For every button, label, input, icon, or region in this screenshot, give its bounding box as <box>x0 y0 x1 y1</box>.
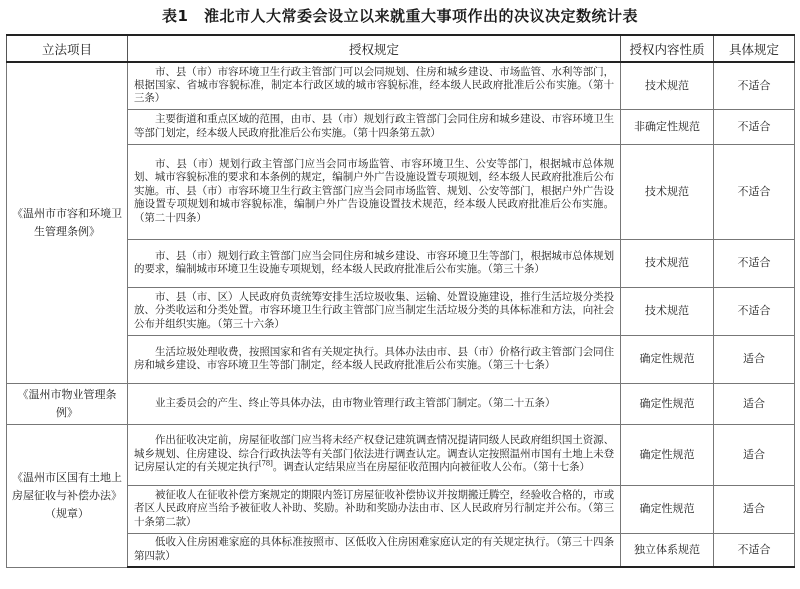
authorization-cell: 主要街道和重点区域的范围，由市、县（市）规划行政主管部门会同住房和城乡建设、市容环境卫生等部门划定，经本级人民政府批准后公布实施。（第十四条第五款） <box>128 109 621 144</box>
specific-cell: 适合 <box>714 485 795 533</box>
nature-cell: 独立体系规范 <box>621 533 714 567</box>
nature-cell: 确定性规范 <box>621 335 714 383</box>
header-nature: 授权内容性质 <box>621 35 714 62</box>
specific-cell: 不适合 <box>714 239 795 287</box>
specific-cell: 适合 <box>714 335 795 383</box>
authorization-cell: 生活垃圾处理收费，按照国家和省有关规定执行。具体办法由市、县（市）价格行政主管部门会同住房和城乡建设、市容环境卫生等部门制定，经本级人民政府批准后公布实施。（第三十七条） <box>128 335 621 383</box>
project-cell: 《温州市物业管理条例》 <box>7 383 128 424</box>
nature-cell: 确定性规范 <box>621 485 714 533</box>
authorization-text: 作出征收决定前，房屋征收部门应当将未经产权登记建筑调查情况提请同级人民政府组织国土资源、城乡规划、住房建设、综合行政执法等有关部门依法进行调查认定。调查认定按照温州市国有土地上未登记房屋认定的有关规定执行 <box>134 434 614 474</box>
specific-cell: 不适合 <box>714 109 795 144</box>
authorization-cell: 市、县（市）规划行政主管部门应当会同市场监管、市容环境卫生、公安等部门，根据城市总体规划、城市容貌标准的要求和本条例的规定，编制户外广告设施设置专项规划，经本级人民政府批准后公布实施。市、县（市）市容环境卫生行政主管部门应当会同市场监管、规划、公安等部门，根据户外广告设施设置专项规划和城市容貌标准，编制户外广告设施设置技术规范，经本级人民政府批准后公布实施。（第二十四条） <box>128 144 621 239</box>
table-title: 表1 淮北市人大常委会设立以来就重大事项作出的决议决定数统计表 <box>162 7 638 25</box>
authorization-cell <box>128 424 621 485</box>
specific-cell: 不适合 <box>714 287 795 335</box>
nature-cell: 确定性规范 <box>621 424 714 485</box>
table-row <box>7 62 795 109</box>
authorization-cell: 市、县（市、区）人民政府负责统筹安排生活垃圾收集、运输、处置设施建设，推行生活垃圾分类投放、分类收运和分类处置。市容环境卫生行政主管部门应当制定生活垃圾分类的具体标准和方法，向社会公布并组织实施。（第三十六条） <box>128 287 621 335</box>
nature-cell: 技术规范 <box>621 239 714 287</box>
header-authorization: 授权规定 <box>128 35 621 62</box>
authorization-cell: 低收入住房困难家庭的具体标准按照市、区低收入住房困难家庭认定的有关规定执行。（第三十四条第四款） <box>128 533 621 567</box>
table-row <box>7 383 795 424</box>
specific-cell: 适合 <box>714 424 795 485</box>
header-row <box>7 35 795 62</box>
header-project: 立法项目 <box>7 35 128 62</box>
specific-cell: 不适合 <box>714 144 795 239</box>
specific-cell: 不适合 <box>714 533 795 567</box>
nature-cell: 确定性规范 <box>621 383 714 424</box>
specific-cell: 不适合 <box>714 62 795 109</box>
decision-stats-table <box>6 34 795 568</box>
table-row <box>7 424 795 485</box>
nature-cell: 非确定性规范 <box>621 109 714 144</box>
nature-cell: 技术规范 <box>621 144 714 239</box>
specific-cell: 适合 <box>714 383 795 424</box>
nature-cell: 技术规范 <box>621 62 714 109</box>
project-cell: 《温州市市容和环境卫生管理条例》 <box>7 62 128 383</box>
authorization-cell: 市、县（市）市容环境卫生行政主管部门可以会同规划、住房和城乡建设、市场监管、水利等部门，根据国家、省城市容貌标准，制定本行政区域的城市容貌标准，经本级人民政府批准后公布实施。（第十三条） <box>128 62 621 109</box>
authorization-text-cont: 。调查认定结果应当在房屋征收范围内向被征收人公布。（第十七条） <box>272 461 590 474</box>
nature-cell: 技术规范 <box>621 287 714 335</box>
authorization-cell: 业主委员会的产生、终止等具体办法，由市物业管理行政主管部门制定。（第二十五条） <box>128 383 621 424</box>
header-specific: 具体规定 <box>714 35 795 62</box>
authorization-cell: 被征收人在征收补偿方案规定的期限内签订房屋征收补偿协议并按期搬迁腾空，经验收合格的，市或者区人民政府应当给予被征收人补助、奖励。补助和奖励办法由市、区人民政府另行制定并公布。（第三十条第二款） <box>128 485 621 533</box>
footnote-ref: [78] <box>258 459 273 468</box>
authorization-cell: 市、县（市）规划行政主管部门应当会同住房和城乡建设、市容环境卫生等部门，根据城市总体规划的要求，编制城市环境卫生设施专项规划，经本级人民政府批准后公布实施。（第三十条） <box>128 239 621 287</box>
project-cell: 《温州市区国有土地上房屋征收与补偿办法》（规章） <box>7 424 128 567</box>
